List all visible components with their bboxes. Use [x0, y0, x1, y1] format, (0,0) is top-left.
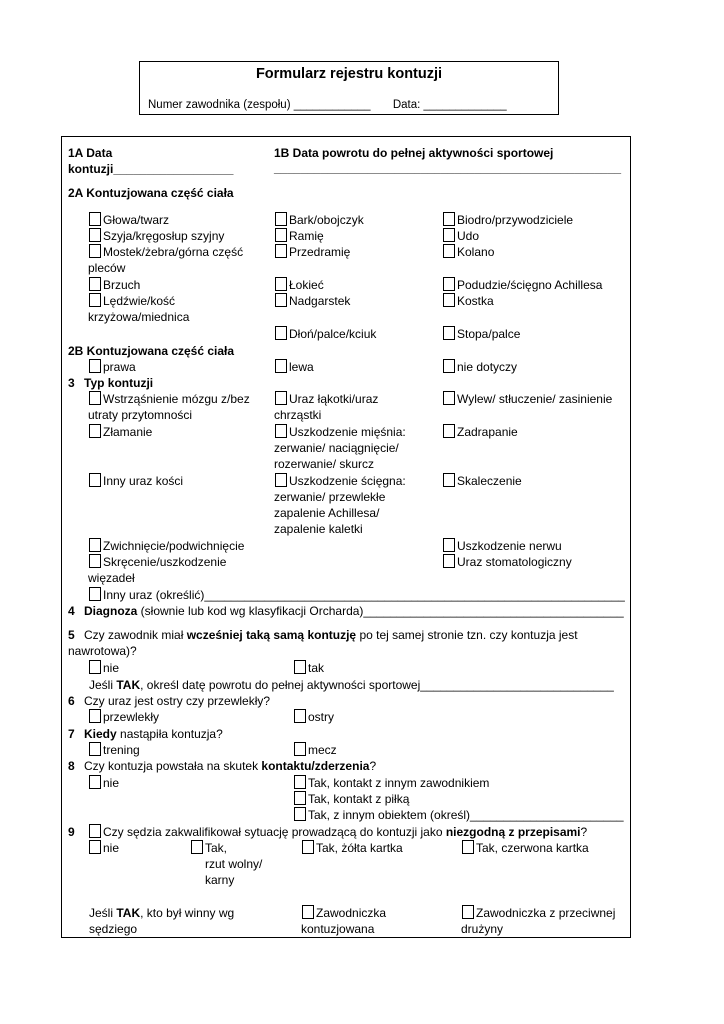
checkbox-contact-ball[interactable]: [294, 791, 306, 805]
question-text: Czy kontuzja powstała na skutek: [84, 759, 262, 773]
option-label: Szyja/kręgosłup szyjny: [103, 229, 225, 243]
checkbox-foot-toes[interactable]: [443, 326, 455, 340]
option-label: Uraz stomatologiczny: [457, 555, 572, 569]
question-emphasis: wcześniej taką samą kontuzję: [186, 628, 357, 642]
checkbox-neck[interactable]: [89, 228, 101, 242]
followup-emphasis: TAK: [116, 906, 141, 920]
section-5-question-cont: nawrotowa)?: [68, 644, 137, 658]
option-label: Udo: [457, 229, 480, 243]
checkbox-red-card[interactable]: [462, 840, 474, 854]
checkbox-training[interactable]: [89, 742, 101, 756]
checkbox-wrist[interactable]: [275, 293, 287, 307]
checkbox-left[interactable]: [275, 359, 287, 373]
followup-text: Jeśli: [89, 678, 117, 692]
question-emphasis: kontaktu/zderzenia: [261, 759, 370, 773]
form-header-box: [139, 61, 559, 115]
option-label: tak: [308, 661, 325, 675]
checkbox-thigh[interactable]: [443, 228, 455, 242]
checkbox-head-face[interactable]: [89, 212, 101, 226]
checkbox-contact-object[interactable]: [294, 807, 306, 821]
checkbox-match[interactable]: [294, 742, 306, 756]
checkbox-other-bone-injury[interactable]: [89, 473, 101, 487]
option-label: Inny uraz kości: [103, 474, 184, 488]
option-label: Przedramię: [289, 245, 351, 259]
checkbox-sternum-ribs[interactable]: [89, 244, 101, 258]
checkbox-abdomen[interactable]: [89, 277, 101, 291]
option-label: przewlekły: [103, 710, 160, 724]
checkbox-foul-no[interactable]: [89, 840, 101, 854]
option-label: ostry: [308, 710, 335, 724]
option-label: Stopa/palce: [457, 327, 521, 341]
question-text: nastąpiła kontuzja?: [116, 727, 223, 741]
option-label: Mostek/żebra/górna część: [103, 245, 244, 259]
option-label: Wylew/ stłuczenie/ zasinienie: [457, 392, 613, 406]
checkbox-hand-fingers[interactable]: [275, 326, 287, 340]
checkbox-lower-leg[interactable]: [443, 277, 455, 291]
option-label: Głowa/twarz: [103, 213, 170, 227]
checkbox-forearm[interactable]: [275, 244, 287, 258]
question-emphasis: Kiedy: [84, 727, 117, 741]
option-label: Brzuch: [103, 278, 141, 292]
checkbox-contact-no[interactable]: [89, 775, 101, 789]
contact-object-field[interactable]: Tak, z innym obiektem (określ)_______________________: [308, 808, 624, 822]
checkbox-dental-injury[interactable]: [443, 554, 455, 568]
followup-text: , określ datę powrotu do pełnej aktywności sportowej_____________________________: [140, 678, 614, 692]
section-3-heading: Typ kontuzji: [84, 376, 154, 390]
option-label: nie: [103, 841, 120, 855]
option-label: utraty przytomności: [88, 408, 193, 422]
option-label: Tak, kontakt z piłką: [308, 792, 410, 806]
checkbox-foul-question[interactable]: [89, 824, 101, 838]
option-label: Zawodniczka z przeciwnej: [476, 906, 616, 920]
return-date-label: 1B Data powrotu do pełnej aktywności sportowej: [274, 146, 554, 160]
option-label: Uszkodzenie ścięgna:: [289, 474, 406, 488]
option-label: Podudzie/ścięgno Achillesa: [457, 278, 603, 292]
section-9-number: 9: [68, 825, 75, 839]
checkbox-elbow[interactable]: [275, 277, 287, 291]
option-label: Kostka: [457, 294, 494, 308]
option-label: Skaleczenie: [457, 474, 522, 488]
option-label: Lędźwie/kość: [103, 294, 176, 308]
checkbox-sprain-ligament[interactable]: [89, 554, 101, 568]
other-injury-field[interactable]: Inny uraz (określić)_______________________________________________________________: [103, 588, 625, 602]
option-label: rzut wolny/: [205, 857, 263, 871]
option-label: Uszkodzenie mięśnia:: [289, 425, 406, 439]
section-7-question: [84, 726, 223, 742]
question-text: Czy zawodnik miał: [84, 628, 187, 642]
section-4-number: 4: [68, 604, 75, 618]
checkbox-laceration[interactable]: [443, 473, 455, 487]
option-label: Ramię: [289, 229, 324, 243]
checkbox-right[interactable]: [89, 359, 101, 373]
option-label: zerwanie/ naciągnięcie/: [274, 441, 399, 455]
checkbox-concussion[interactable]: [89, 391, 101, 405]
option-label: Tak, kontakt z innym zawodnikiem: [308, 776, 490, 790]
injury-date-label: 1A Data: [68, 146, 113, 160]
checkbox-hip-groin[interactable]: [443, 212, 455, 226]
section-5-question: [84, 627, 578, 643]
option-label: prawa: [103, 360, 136, 374]
option-label: chrząstki: [274, 408, 322, 422]
option-label: karny: [205, 873, 235, 887]
option-label: mecz: [308, 743, 337, 757]
option-label: lewa: [289, 360, 314, 374]
option-label: Złamanie: [103, 425, 153, 439]
option-label: Kolano: [457, 245, 495, 259]
option-label: Tak, czerwona kartka: [476, 841, 589, 855]
question-text: Czy sędzia zakwalifikował sytuację prowadzącą do kontuzji jako: [103, 825, 446, 839]
option-label: kontuzjowana: [301, 922, 375, 936]
checkbox-dislocation[interactable]: [89, 538, 101, 552]
guilty-question: [89, 905, 234, 921]
option-label: krzyżowa/miednica: [88, 310, 190, 324]
option-label: drużyny: [461, 922, 504, 936]
question-text: po tej samej stronie tzn. czy kontuzja jest: [356, 628, 578, 642]
checkbox-nerve-injury[interactable]: [443, 538, 455, 552]
section-2b-heading: 2B Kontuzjowana część ciała: [68, 344, 235, 358]
section-6-number: 6: [68, 694, 75, 708]
checkbox-previous-no[interactable]: [89, 660, 101, 674]
question-emphasis: niezgodną z przepisami: [445, 825, 581, 839]
option-label: trening: [103, 743, 140, 757]
checkbox-shoulder[interactable]: [275, 212, 287, 226]
followup-text: , kto był winny wg: [140, 906, 235, 920]
option-label: Tak, żółta kartka: [316, 841, 403, 855]
option-label: zapalenie Achillesa/: [274, 506, 380, 520]
option-label: Zawodniczka: [316, 906, 387, 920]
section-2a-heading: 2A Kontuzjowana część ciała: [68, 186, 234, 200]
diagnosis-line: (słownie lub kod wg klasyfikacji Orcharda)_______________________________________: [137, 604, 624, 618]
checkbox-contact-player[interactable]: [294, 775, 306, 789]
option-label: Uraz łąkotki/uraz: [289, 392, 379, 406]
option-label: Zadrapanie: [457, 425, 518, 439]
checkbox-muscle-injury[interactable]: [275, 424, 287, 438]
diagnosis-label: Diagnoza: [84, 604, 138, 618]
option-label: nie: [103, 661, 120, 675]
option-label: Zwichnięcie/podwichnięcie: [103, 539, 245, 553]
section-8-question: [84, 758, 376, 774]
option-label: Łokieć: [289, 278, 324, 292]
option-label: zerwanie/ przewlekłe: [274, 490, 386, 504]
option-label: Tak,: [205, 841, 228, 855]
option-label: Skręcenie/uszkodzenie: [103, 555, 227, 569]
section-6-question: Czy uraz jest ostry czy przewlekły?: [84, 694, 271, 708]
checkbox-ankle[interactable]: [443, 293, 455, 307]
form-title: Formularz rejestru kontuzji: [255, 66, 443, 82]
option-label: rozerwanie/ skurcz: [274, 457, 375, 471]
question-text: ?: [580, 825, 588, 839]
option-label: Nadgarstek: [289, 294, 351, 308]
option-label: więzadeł: [88, 571, 135, 585]
followup-text: Jeśli: [89, 906, 117, 920]
option-label: nie: [103, 776, 120, 790]
section-7-number: 7: [68, 727, 75, 741]
injury-date-field[interactable]: kontuzji__________________: [68, 162, 234, 176]
checkbox-not-applicable[interactable]: [443, 359, 455, 373]
checkbox-previous-yes[interactable]: [294, 660, 306, 674]
checkbox-lumbar-pelvis[interactable]: [89, 293, 101, 307]
section-5-number: 5: [68, 628, 75, 642]
option-label: Biodro/przywodziciele: [457, 213, 574, 227]
section-9-question: [103, 824, 587, 840]
option-label: pleców: [88, 261, 126, 275]
previous-return-date-field[interactable]: [89, 677, 614, 693]
checkbox-tendon-injury[interactable]: [275, 473, 287, 487]
option-label: Dłoń/palce/kciuk: [289, 327, 377, 341]
checkbox-chronic[interactable]: [89, 709, 101, 723]
checkbox-fracture[interactable]: [89, 424, 101, 438]
section-3-number: 3: [68, 376, 75, 390]
section-8-number: 8: [68, 759, 75, 773]
checkbox-opposing-player[interactable]: [462, 905, 474, 919]
option-label: nie dotyczy: [457, 360, 518, 374]
option-label: Uszkodzenie nerwu: [457, 539, 562, 553]
checkbox-knee[interactable]: [443, 244, 455, 258]
checkbox-upper-arm[interactable]: [275, 228, 287, 242]
option-label: Bark/obojczyk: [289, 213, 364, 227]
option-label: Wstrząśnienie mózgu z/bez: [103, 392, 250, 406]
guilty-question-cont: sędziego: [89, 922, 138, 936]
checkbox-injured-player[interactable]: [302, 905, 314, 919]
checkbox-free-kick[interactable]: [191, 840, 203, 854]
checkbox-hematoma-contusion[interactable]: [443, 391, 455, 405]
player-number-date-line: Numer zawodnika (zespołu) ____________ Data: _____________: [148, 99, 507, 111]
checkbox-acute[interactable]: [294, 709, 306, 723]
checkbox-abrasion[interactable]: [443, 424, 455, 438]
followup-emphasis: TAK: [116, 678, 141, 692]
checkbox-other-injury[interactable]: [89, 587, 101, 601]
checkbox-meniscus-cartilage[interactable]: [275, 391, 287, 405]
option-label: zapalenie kaletki: [274, 522, 363, 536]
diagnosis-field[interactable]: [84, 603, 624, 619]
return-date-field[interactable]: ____________________________________________________: [274, 161, 622, 175]
question-text: ?: [369, 759, 377, 773]
checkbox-yellow-card[interactable]: [302, 840, 314, 854]
